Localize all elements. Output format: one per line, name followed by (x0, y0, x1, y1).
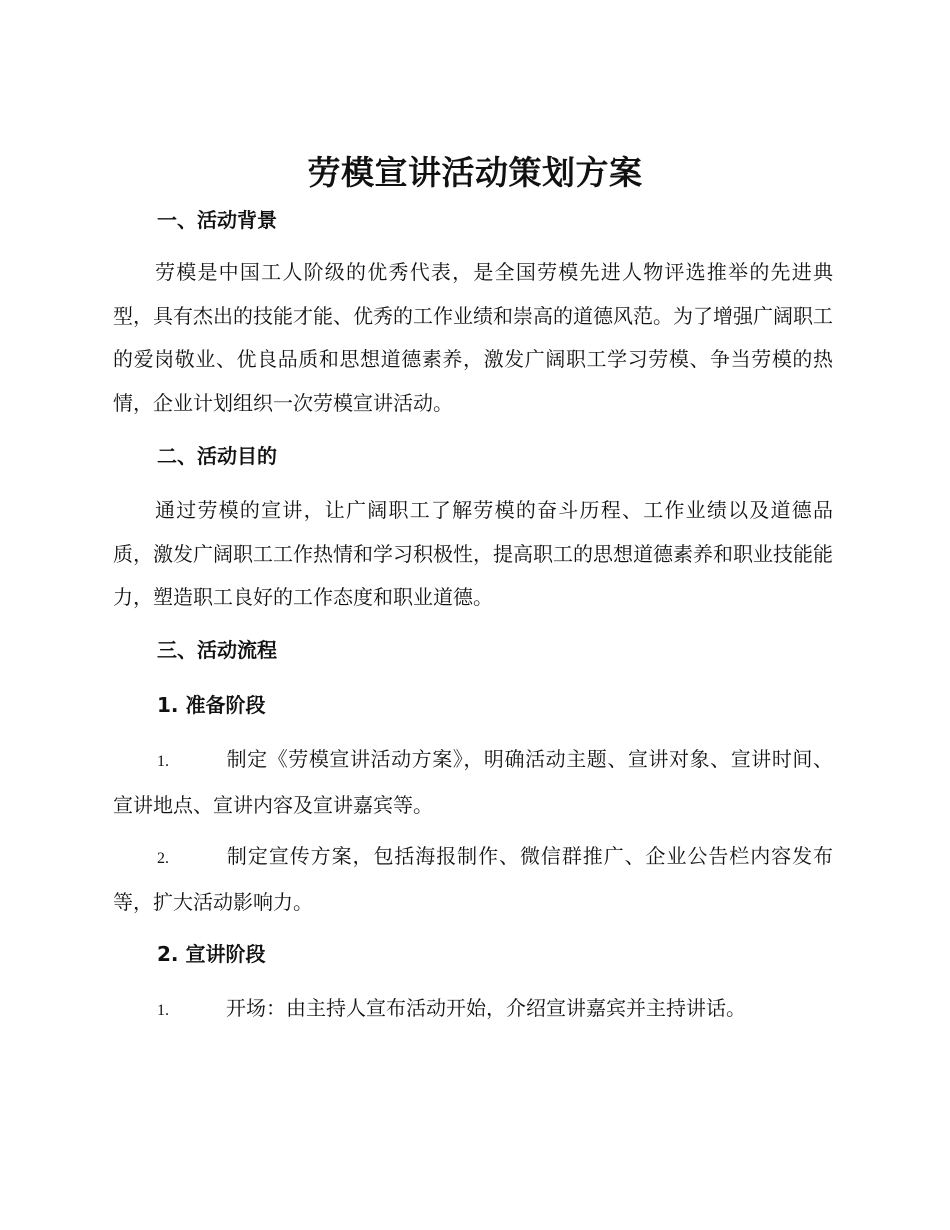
section-heading-purpose: 二、活动目的 (157, 444, 277, 468)
paragraph-background: 劳模是中国工人阶级的优秀代表，是全国劳模先进人物评选推举的先进典型，具有杰出的技能才能、优秀的工作业绩和崇高的道德风范。为了增强广阔职工的爱岗敬业、优良品质和思想道德素养，激发广阔职工学习劳模、争当劳模的热情，企业计划组织一次劳模宣讲活动。 (113, 260, 833, 415)
stage-heading-preparation: 1. 准备阶段 (157, 693, 266, 717)
list-item-text: 制定《劳模宣讲活动方案》，明确活动主题、宣讲对象、宣讲时间、宣讲地点、宣讲内容及宣讲嘉宾等。 (113, 747, 833, 817)
list-item-number: 1. (157, 1002, 169, 1019)
list-item-text: 制定宣传方案，包括海报制作、微信群推广、企业公告栏内容发布等，扩大活动影响力。 (113, 844, 833, 914)
list-item (113, 987, 833, 1033)
paragraph-purpose: 通过劳模的宣讲，让广阔职工了解劳模的奋斗历程、工作业绩以及道德品质，激发广阔职工工作热情和学习积极性，提高职工的思想道德素养和职业技能能力，塑造职工良好的工作态度和职业道德。 (113, 498, 833, 609)
document-title: 劳模宣讲活动策划方案 (307, 153, 643, 192)
list-item-number: 2. (157, 850, 169, 867)
section-heading-process: 三、活动流程 (157, 638, 277, 662)
section-heading-background: 一、活动背景 (157, 208, 277, 232)
list-item (113, 835, 833, 924)
stage-heading-presentation: 2. 宣讲阶段 (157, 942, 266, 966)
list-item (113, 738, 833, 827)
list-item-number: 1. (157, 753, 169, 770)
list-item-text: 开场：由主持人宣布活动开始，介绍宣讲嘉宾并主持讲话。 (226, 996, 746, 1020)
